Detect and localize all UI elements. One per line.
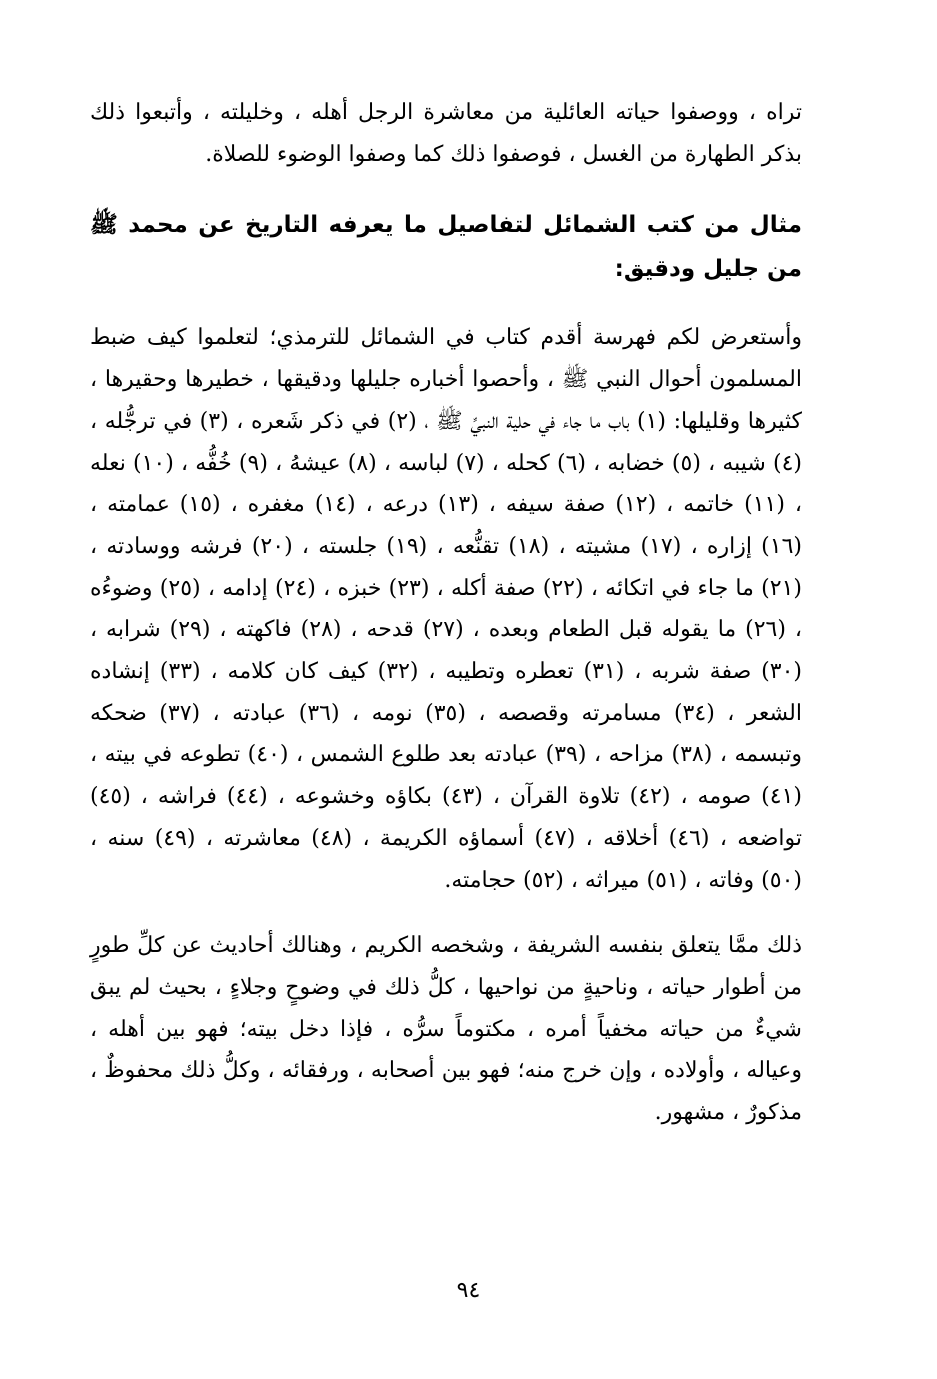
section-heading: مثال من كتب الشمائل لتفاصيل ما يعرفه التاريخ عن محمد ﷺ من جليل ودقيق:	[90, 212, 802, 283]
page-number: ٩٤	[456, 1278, 481, 1303]
index-paragraph: وأستعرض لكم فهرسة أقدم كتاب في الشمائل للترمذي؛ لتعلموا كيف ضبط المسلمون أحوال النبي ﷺ ، وأحصوا أخباره جليلها ودقيقها ، خطيرها وحقيرها ، كثيرها وقليلها: (١) باب ما جاء في حلية النبيِّ ﷺ ، (٢) في ذكر شَعره ، (٣) في ترجُّله ، (٤) شيبه ، (٥) خضابه ، (٦) كحله ، (٧) لباسه ، (٨) عيشهُ ، (٩) خُفُّه ، (١٠) نعله ، (١١) خاتمه ، (١٢) صفة سيفه ، (١٣) درعه ، (١٤) مغفره ، (١٥) عمامته ، (١٦) إزاره ، (١٧) مشيته ، (١٨) تقنُّعه ، (١٩) جلسته ، (٢٠) فرشه ووسادته ، (٢١) ما جاء في اتكائه ، (٢٢) صفة أكله ، (٢٣) خبزه ، (٢٤) إدامه ، (٢٥) وضوءُه ، (٢٦) ما يقوله قبل الطعام وبعده ، (٢٧) قدحه ، (٢٨) فاكهته ، (٢٩) شرابه ، (٣٠) صفة شربه ، (٣١) تعطره وتطيبه ، (٣٢) كيف كان كلامه ، (٣٣) إنشاده الشعر ، (٣٤) مسامرته وقصصه ، (٣٥) نومه ، (٣٦) عبادته ، (٣٧) ضحكه وتبسمه ، (٣٨) مزاحه ، (٣٩) عبادته بعد طلوع الشمس ، (٤٠) تطوعه في بيته ، (٤١) صومه ، (٤٢) تلاوة القرآن ، (٤٣) بكاؤه وخشوعه ، (٤٤) فراشه ، (٤٥) تواضعه ، (٤٦) أخلاقه ، (٤٧) أسماؤه الكريمة ، (٤٨) معاشرته ، (٤٩) سنه ، (٥٠) وفاته ، (٥١) ميراثه ، (٥٢) حجامته.	[90, 325, 803, 893]
page-body	[90, 92, 802, 1134]
closing-paragraph: ذلك ممَّا يتعلق بنفسه الشريفة ، وشخصه الكريم ، وهنالك أحاديث عن كلِّ طورٍ من أطوار حياته ، وناحيةٍ من نواحيها ، كلُّ ذلك في وضوحٍ وجلاءٍ ، بحيث لم يبق شيءٌ من حياته مخفياً أمره ، مكتوماً سرُّه ، فإذا دخل بيته؛ فهو بين أهله ، وعياله ، وأولاده ، وإن خرج منه؛ فهو بين أصحابه ، ورفقائه ، وكلُّ ذلك محفوظٌ ، مذكورٌ ، مشهور.	[90, 933, 802, 1126]
intro-paragraph: تراه ، ووصفوا حياته العائلية من معاشرة الرجل أهله ، وخليلته ، وأتبعوا ذلك بذكر الطهارة من الغسل ، فوصفوا ذلك كما وصفوا الوضوء للصلاة.	[90, 100, 802, 167]
